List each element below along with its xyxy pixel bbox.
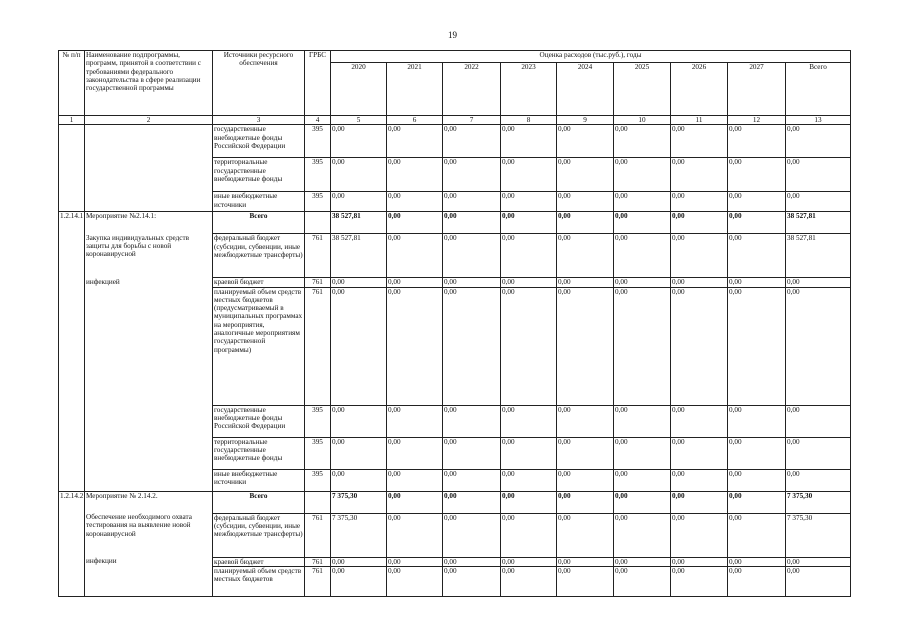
value-cell: 0,00 xyxy=(728,278,786,287)
value-cell: 0,00 xyxy=(387,212,443,234)
value-cell: 0,00 xyxy=(557,491,614,513)
value-cell: 0,00 xyxy=(331,469,387,491)
table-row xyxy=(59,557,851,566)
value-cell: 0,00 xyxy=(671,278,728,287)
value-cell: 0,00 xyxy=(671,405,728,437)
value-cell: 0,00 xyxy=(614,192,671,212)
value-cell: 0,00 xyxy=(443,212,501,234)
value-cell: 0,00 xyxy=(557,557,614,566)
grbs-cell: 761 xyxy=(305,287,331,405)
value-cell: 0,00 xyxy=(614,557,671,566)
value-cell: 0,00 xyxy=(501,158,557,192)
value-cell: 0,00 xyxy=(387,491,443,513)
value-cell: 0,00 xyxy=(387,278,443,287)
value-cell: 0,00 xyxy=(728,287,786,405)
header-estimate: Оценка расходов (тыс.руб.), годы xyxy=(331,51,851,63)
value-cell: 0,00 xyxy=(557,566,614,596)
grbs-cell: 395 xyxy=(305,405,331,437)
header-year: 2024 xyxy=(557,63,614,116)
value-cell: 0,00 xyxy=(443,491,501,513)
value-cell: 0,00 xyxy=(671,469,728,491)
value-cell: 0,00 xyxy=(443,437,501,469)
value-cell: 0,00 xyxy=(501,469,557,491)
value-cell: 0,00 xyxy=(387,566,443,596)
value-cell: 0,00 xyxy=(786,437,851,469)
value-cell: 0,00 xyxy=(443,513,501,557)
value-cell: 0,00 xyxy=(557,405,614,437)
column-index: 5 xyxy=(331,116,387,125)
value-cell: 0,00 xyxy=(443,469,501,491)
header-year: 2027 xyxy=(728,63,786,116)
header-year: 2025 xyxy=(614,63,671,116)
value-cell: 0,00 xyxy=(501,513,557,557)
source-cell: федеральный бюджет (субсидии, субвенции, иные межбюджетные трансферты) xyxy=(213,234,305,278)
grbs-cell: 761 xyxy=(305,234,331,278)
measure-number: 1.2.14.1 xyxy=(59,212,85,491)
header-num: № п/п xyxy=(59,51,85,116)
value-cell: 0,00 xyxy=(728,566,786,596)
grbs-cell: 761 xyxy=(305,557,331,566)
value-cell: 0,00 xyxy=(786,125,851,158)
column-index: 2 xyxy=(85,116,213,125)
value-cell: 0,00 xyxy=(443,192,501,212)
value-cell: 0,00 xyxy=(614,287,671,405)
value-cell: 0,00 xyxy=(443,287,501,405)
grbs-cell: 761 xyxy=(305,278,331,287)
value-cell: 0,00 xyxy=(331,192,387,212)
measure-title: Мероприятие № 2.14.2. xyxy=(85,491,213,513)
source-cell: Всего xyxy=(213,491,305,513)
source-cell: иные внебюджетные источники xyxy=(213,469,305,491)
value-cell: 0,00 xyxy=(387,469,443,491)
value-cell: 0,00 xyxy=(501,212,557,234)
value-cell: 7 375,30 xyxy=(331,513,387,557)
source-cell: федеральный бюджет (субсидии, субвенции, иные межбюджетные трансферты) xyxy=(213,513,305,557)
value-cell: 0,00 xyxy=(501,287,557,405)
value-cell: 0,00 xyxy=(331,158,387,192)
source-cell: государственные внебюджетные фонды Российской Федерации xyxy=(213,125,305,158)
value-cell: 0,00 xyxy=(671,125,728,158)
value-cell: 0,00 xyxy=(557,158,614,192)
value-cell: 0,00 xyxy=(501,437,557,469)
header-year: 2022 xyxy=(443,63,501,116)
value-cell: 0,00 xyxy=(786,566,851,596)
value-cell: 0,00 xyxy=(614,513,671,557)
num-cell xyxy=(59,125,85,212)
value-cell: 0,00 xyxy=(671,287,728,405)
value-cell: 38 527,81 xyxy=(786,234,851,278)
value-cell: 0,00 xyxy=(728,158,786,192)
table-row xyxy=(59,234,851,278)
value-cell: 0,00 xyxy=(786,557,851,566)
value-cell: 0,00 xyxy=(786,469,851,491)
value-cell: 0,00 xyxy=(557,212,614,234)
column-index: 1 xyxy=(59,116,85,125)
column-index: 7 xyxy=(443,116,501,125)
value-cell: 0,00 xyxy=(387,158,443,192)
value-cell: 0,00 xyxy=(387,405,443,437)
table-row xyxy=(59,278,851,287)
value-cell: 0,00 xyxy=(614,125,671,158)
value-cell: 0,00 xyxy=(728,125,786,158)
value-cell: 0,00 xyxy=(387,513,443,557)
value-cell: 0,00 xyxy=(557,278,614,287)
value-cell: 0,00 xyxy=(387,192,443,212)
value-cell: 0,00 xyxy=(614,469,671,491)
value-cell: 0,00 xyxy=(614,405,671,437)
header-year: 2020 xyxy=(331,63,387,116)
value-cell: 0,00 xyxy=(614,437,671,469)
column-index: 11 xyxy=(671,116,728,125)
grbs-cell: 395 xyxy=(305,192,331,212)
source-cell: планируемый объем средств местных бюджетов (предусматриваемый в муниципальных программах на мероприятия, аналогичные мероприятиям государственной программы) xyxy=(213,287,305,405)
value-cell: 0,00 xyxy=(728,469,786,491)
value-cell: 0,00 xyxy=(614,491,671,513)
value-cell: 0,00 xyxy=(728,513,786,557)
value-cell: 0,00 xyxy=(331,566,387,596)
grbs-cell: 761 xyxy=(305,513,331,557)
value-cell: 0,00 xyxy=(728,557,786,566)
value-cell: 0,00 xyxy=(786,287,851,405)
header-year: 2023 xyxy=(501,63,557,116)
value-cell: 0,00 xyxy=(557,437,614,469)
value-cell: 38 527,81 xyxy=(331,234,387,278)
value-cell: 0,00 xyxy=(443,557,501,566)
value-cell: 0,00 xyxy=(331,405,387,437)
value-cell: 0,00 xyxy=(671,192,728,212)
name-cell xyxy=(85,125,213,212)
value-cell: 0,00 xyxy=(331,557,387,566)
value-cell: 0,00 xyxy=(671,557,728,566)
value-cell: 0,00 xyxy=(671,158,728,192)
value-cell: 0,00 xyxy=(786,405,851,437)
value-cell: 0,00 xyxy=(557,234,614,278)
grbs-cell: 395 xyxy=(305,158,331,192)
value-cell: 0,00 xyxy=(443,278,501,287)
value-cell: 0,00 xyxy=(671,513,728,557)
value-cell: 0,00 xyxy=(443,158,501,192)
measure-description: Обеспечение необходимого охвата тестирования на выявление новой коронавирусной xyxy=(85,513,213,557)
value-cell: 0,00 xyxy=(728,491,786,513)
column-index: 4 xyxy=(305,116,331,125)
value-cell: 0,00 xyxy=(331,278,387,287)
value-cell: 0,00 xyxy=(557,513,614,557)
measure-description-cont: инфекции xyxy=(85,557,213,596)
value-cell: 0,00 xyxy=(331,437,387,469)
value-cell: 0,00 xyxy=(443,234,501,278)
grbs-cell xyxy=(305,491,331,513)
column-index: 12 xyxy=(728,116,786,125)
budget-table xyxy=(58,50,851,597)
page-number: 19 xyxy=(448,30,457,40)
value-cell: 0,00 xyxy=(501,491,557,513)
grbs-cell: 761 xyxy=(305,566,331,596)
value-cell: 0,00 xyxy=(501,566,557,596)
column-index: 3 xyxy=(213,116,305,125)
source-cell: краевой бюджет xyxy=(213,557,305,566)
value-cell: 0,00 xyxy=(614,158,671,192)
value-cell: 0,00 xyxy=(331,125,387,158)
header-grbs: ГРБС xyxy=(305,51,331,116)
value-cell: 0,00 xyxy=(501,234,557,278)
value-cell: 0,00 xyxy=(443,566,501,596)
header-source: Источники ресурсного обеспечения xyxy=(213,51,305,116)
column-index: 8 xyxy=(501,116,557,125)
header-year: 2021 xyxy=(387,63,443,116)
measure-title: Мероприятие №2.14.1: xyxy=(85,212,213,234)
measure-description: Закупка индивидуальных средств защиты для борьбы с новой коронавирусной xyxy=(85,234,213,278)
table-row xyxy=(59,491,851,513)
column-index: 13 xyxy=(786,116,851,125)
header-year: 2026 xyxy=(671,63,728,116)
value-cell: 0,00 xyxy=(786,192,851,212)
measure-description-cont: инфекцией xyxy=(85,278,213,491)
value-cell: 0,00 xyxy=(387,557,443,566)
value-cell: 0,00 xyxy=(387,287,443,405)
grbs-cell xyxy=(305,212,331,234)
column-index: 6 xyxy=(387,116,443,125)
table-row xyxy=(59,212,851,234)
source-cell: планируемый объем средств местных бюджетов xyxy=(213,566,305,596)
value-cell: 7 375,30 xyxy=(786,513,851,557)
value-cell: 0,00 xyxy=(331,287,387,405)
source-cell: территориальные государственные внебюджетные фонды xyxy=(213,158,305,192)
value-cell: 0,00 xyxy=(614,212,671,234)
value-cell: 0,00 xyxy=(557,469,614,491)
value-cell: 0,00 xyxy=(671,437,728,469)
value-cell: 0,00 xyxy=(557,125,614,158)
value-cell: 38 527,81 xyxy=(331,212,387,234)
value-cell: 0,00 xyxy=(387,234,443,278)
value-cell: 0,00 xyxy=(443,405,501,437)
value-cell: 0,00 xyxy=(671,491,728,513)
value-cell: 0,00 xyxy=(614,234,671,278)
value-cell: 0,00 xyxy=(614,278,671,287)
measure-number: 1.2.14.2 xyxy=(59,491,85,596)
value-cell: 0,00 xyxy=(671,566,728,596)
source-cell: иные внебюджетные источники xyxy=(213,192,305,212)
value-cell: 0,00 xyxy=(387,437,443,469)
value-cell: 0,00 xyxy=(671,234,728,278)
value-cell: 0,00 xyxy=(501,192,557,212)
value-cell: 0,00 xyxy=(501,557,557,566)
source-cell: Всего xyxy=(213,212,305,234)
grbs-cell: 395 xyxy=(305,437,331,469)
value-cell: 0,00 xyxy=(728,212,786,234)
header-total: Всего xyxy=(786,63,851,116)
value-cell: 0,00 xyxy=(728,405,786,437)
grbs-cell: 395 xyxy=(305,125,331,158)
value-cell: 0,00 xyxy=(614,566,671,596)
column-index: 9 xyxy=(557,116,614,125)
value-cell: 0,00 xyxy=(728,192,786,212)
value-cell: 0,00 xyxy=(786,158,851,192)
value-cell: 7 375,30 xyxy=(786,491,851,513)
value-cell: 0,00 xyxy=(443,125,501,158)
source-cell: государственные внебюджетные фонды Российской Федерации xyxy=(213,405,305,437)
value-cell: 0,00 xyxy=(557,287,614,405)
table-row xyxy=(59,125,851,158)
grbs-cell: 395 xyxy=(305,469,331,491)
value-cell: 0,00 xyxy=(387,125,443,158)
value-cell: 0,00 xyxy=(557,192,614,212)
value-cell: 0,00 xyxy=(786,278,851,287)
column-index: 10 xyxy=(614,116,671,125)
value-cell: 0,00 xyxy=(671,212,728,234)
value-cell: 0,00 xyxy=(728,437,786,469)
value-cell: 0,00 xyxy=(501,125,557,158)
value-cell: 7 375,30 xyxy=(331,491,387,513)
source-cell: краевой бюджет xyxy=(213,278,305,287)
value-cell: 0,00 xyxy=(728,234,786,278)
value-cell: 0,00 xyxy=(501,405,557,437)
value-cell: 38 527,81 xyxy=(786,212,851,234)
value-cell: 0,00 xyxy=(501,278,557,287)
header-name: Наименование подпрограммы, программ, принятой в соответствии с требованиями федерального законодательства в сфере реализации государственной программы xyxy=(85,51,213,116)
source-cell: территориальные государственные внебюджетные фонды xyxy=(213,437,305,469)
table-row xyxy=(59,513,851,557)
